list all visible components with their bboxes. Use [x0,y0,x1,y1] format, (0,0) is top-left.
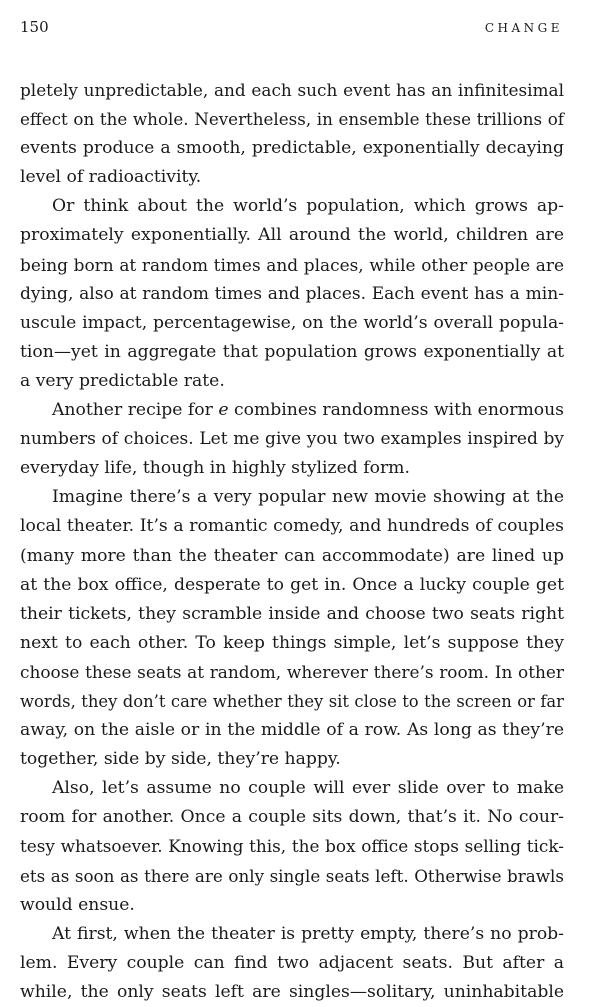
text-line [20,396,564,425]
text-line: together, side by side, they’re happy. [20,749,341,770]
text-line: dying, also at random times and places. Each event has a min- [20,283,564,304]
text-line: choose these seats at random, wherever there’s room. In other [20,661,564,682]
text-line: everyday life, though in highly stylized form. [20,458,410,479]
text-line: Also, let’s assume no couple will ever slide over to make [52,778,564,799]
text-line: lem. Every couple can find two adjacent seats. But after a [20,952,564,973]
page-header [20,18,563,36]
text-line: proximately exponentially. All around the world, children are [20,225,564,246]
paragraph-4 [20,483,564,774]
text-line: level of radioactivity. [20,167,202,188]
text-line: local theater. It’s a romantic comedy, and hundreds of couples [20,516,564,537]
paragraph-5 [20,774,564,919]
running-head: CHANGE [484,21,563,35]
paragraph-3 [20,396,564,483]
text-line: being born at random times and places, while other people are [20,254,564,275]
math-symbol-e: e [218,400,229,421]
text-line: events produce a smooth, predictable, exponentially decaying [20,138,564,159]
text-line: pletely unpredictable, and each such event has an infinitesimal [20,80,564,100]
text-line: tion—yet in aggregate that population grows exponentially at [20,341,564,362]
text-line: at the box office, desperate to get in. Once a lucky couple get [20,574,564,595]
text-line: would ensue. [20,894,135,915]
text-line: their tickets, they scramble inside and choose two seats right [20,603,564,624]
body-text [20,76,564,1007]
text-line: effect on the whole. Nevertheless, in ensemble these trillions of [20,109,564,130]
text-line: numbers of choices. Let me give you two examples inspired by [20,429,564,450]
text-line: Or think about the world’s population, which grows ap- [52,196,564,217]
text-segment: Another recipe for [52,400,219,421]
page-number: 150 [20,18,49,36]
text-line: At first, when the theater is pretty empty, there’s no prob- [52,923,564,944]
text-line: while, the only seats left are singles—solitary, uninhabitable [20,981,564,1002]
text-line: words, they don’t care whether they sit close to the screen or far [20,691,564,711]
text-line: room for another. Once a couple sits down, that’s it. No cour- [20,807,564,828]
text-line: next to each other. To keep things simple, let’s suppose they [20,632,564,653]
text-line: away, on the aisle or in the middle of a row. As long as they’re [20,720,564,741]
paragraph-2 [20,192,564,396]
text-line: Imagine there’s a very popular new movie showing at the [52,487,564,508]
text-line: ets as soon as there are only single seats left. Otherwise brawls [20,865,564,886]
text-line: tesy whatsoever. Knowing this, the box office stops selling tick- [20,836,564,857]
text-line: uscule impact, percentagewise, on the world’s overall popula- [20,312,564,333]
paragraph-6 [20,920,564,1007]
text-segment: combines randomness with enormous [228,400,564,421]
text-line: (many more than the theater can accommodate) are lined up [20,545,564,566]
paragraph-1 [20,76,564,192]
text-line: a very predictable rate. [20,370,225,391]
